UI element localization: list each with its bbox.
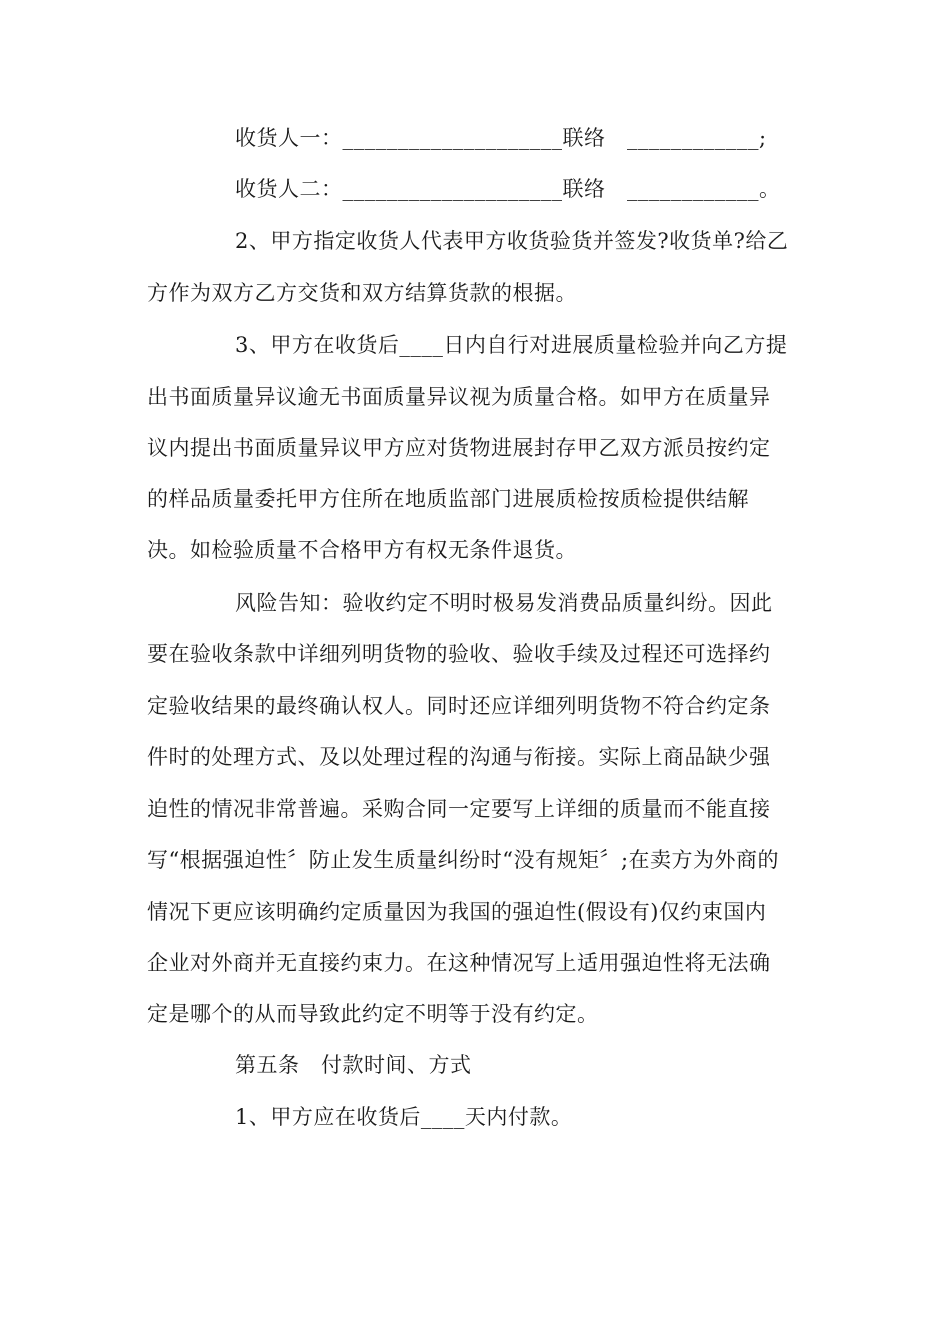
- article-5-heading: 第五条 付款时间、方式: [235, 1053, 472, 1077]
- consignee-one-line: 收货人一：____________________联络 ____________;: [235, 126, 767, 150]
- clause-3-line-2: 出书面质量异议逾无书面质量异议视为质量合格。如甲方在质量异: [147, 385, 771, 409]
- clause-2-line-1: 2、甲方指定收货人代表甲方收货验货并签发?收货单?给乙: [235, 229, 789, 253]
- clause-3-line-3: 议内提出书面质量异议甲方应对货物进展封存甲乙双方派员按约定: [147, 436, 771, 460]
- risk-notice-line-2: 要在验收条款中详细列明货物的验收、验收手续及过程还可选择约: [147, 642, 771, 666]
- clause-3-line-4: 的样品质量委托甲方住所在地质监部门进展质检按质检提供结解: [147, 487, 749, 511]
- clause-3-line-5: 决。如检验质量不合格甲方有权无条件退货。: [147, 538, 577, 562]
- clause-2-line-2: 方作为双方乙方交货和双方结算货款的根据。: [147, 281, 577, 305]
- risk-notice-line-5: 迫性的情况非常普遍。采购合同一定要写上详细的质量而不能直接: [147, 797, 771, 821]
- risk-notice-line-9: 定是哪个的从而导致此约定不明等于没有约定。: [147, 1002, 599, 1026]
- clause-3-line-1: 3、甲方在收货后____日内自行对进展质量检验并向乙方提: [235, 333, 788, 357]
- risk-notice-line-7: 情况下更应该明确约定质量因为我国的强迫性(假设有)仅约束国内: [147, 900, 767, 924]
- consignee-two-line: 收货人二：____________________联络 ____________。: [235, 177, 781, 201]
- risk-notice-line-8: 企业对外商并无直接约束力。在这种情况写上适用强迫性将无法确: [147, 951, 771, 975]
- article-5-clause-1: 1、甲方应在收货后____天内付款。: [235, 1105, 573, 1129]
- risk-notice-line-3: 定验收结果的最终确认权人。同时还应详细列明货物不符合约定条: [147, 694, 771, 718]
- risk-notice-line-4: 件时的处理方式、及以处理过程的沟通与衔接。实际上商品缺少强: [147, 745, 771, 769]
- risk-notice-line-6: 写“根据强迫性〞防止发生质量纠纷时“没有规矩〞;在卖方为外商的: [147, 848, 780, 872]
- risk-notice-line-1: 风险告知：验收约定不明时极易发消费品质量纠纷。因此: [235, 591, 773, 615]
